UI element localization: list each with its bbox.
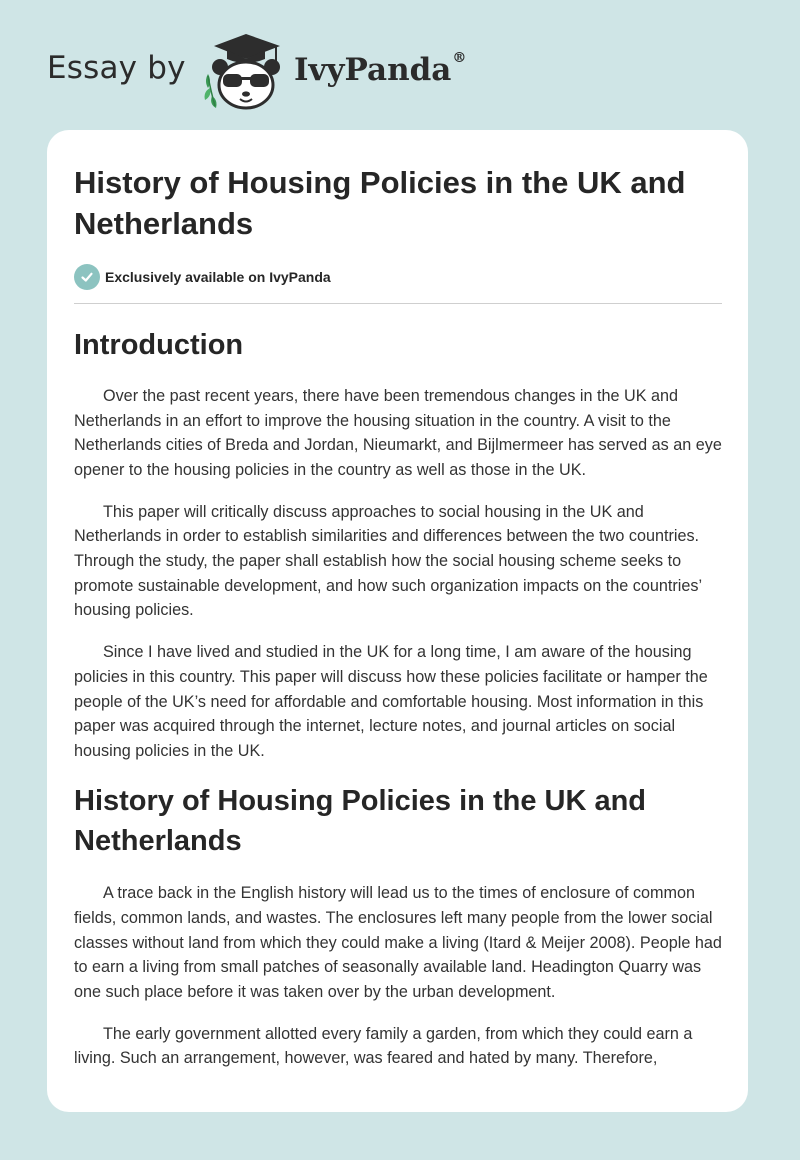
exclusive-badge-label: Exclusively available on IvyPanda [105,269,331,285]
section-heading-history: History of Housing Policies in the UK and Netherlands [74,785,646,858]
paragraph: The early government allotted every family a garden, from which they could earn a living. Such an arrangement, however, was feared and hated by many. Therefore, [74,1024,693,1068]
check-icon [74,264,100,290]
paragraph: This paper will critically discuss approaches to social housing in the UK and Netherlands in order to establish similarities and differences between the two countries. Through the study, the paper shall establish how the social housing scheme seeks to promote sustainable development, and how such organization impacts on the countries’ housing policies. [74,502,702,620]
paragraph: A trace back in the English history will lead us to the times of enclosure of common fields, common lands, and wastes. The enclosures left many people from the lower social classes without land from which they could make a living (Itard & Meijer 2008). People had to earn a living from small patches of seasonally available land. Headington Quarry was one such place before it was taken over by the urban development. [74,884,722,1001]
paragraph: Over the past recent years, there have been tremendous changes in the UK and Netherlands in an effort to improve the housing situation in the country. A visit to the Netherlands cities of Breda and Jordan, Nieumarkt, and Bijlmermeer has served as an eye opener to the housing policies in the country as well as those in the UK. [74,387,722,479]
registered-mark: ® [452,50,467,66]
essay-title: History of Housing Policies in the UK and Netherlands [74,165,686,241]
title-divider [74,303,722,304]
exclusive-badge [74,263,724,291]
brand-text: IvyPanda [294,52,452,88]
paragraph: Since I have lived and studied in the UK for a long time, I am aware of the housing policies in this country. This paper will discuss how these policies facilitate or hamper the people of the UK’s need for affordable and comfortable housing. Most information in this paper was acquired through the internet, lecture notes, and journal articles on social housing policies in the UK. [74,643,708,760]
ivypanda-logo-icon[interactable] [200,32,292,110]
essay-content [74,162,724,1071]
brand-name [294,52,466,88]
essay-card [47,130,748,1112]
site-header [0,0,800,128]
section-heading-introduction: Introduction [74,329,244,361]
essay-by-label: Essay by [47,50,186,86]
